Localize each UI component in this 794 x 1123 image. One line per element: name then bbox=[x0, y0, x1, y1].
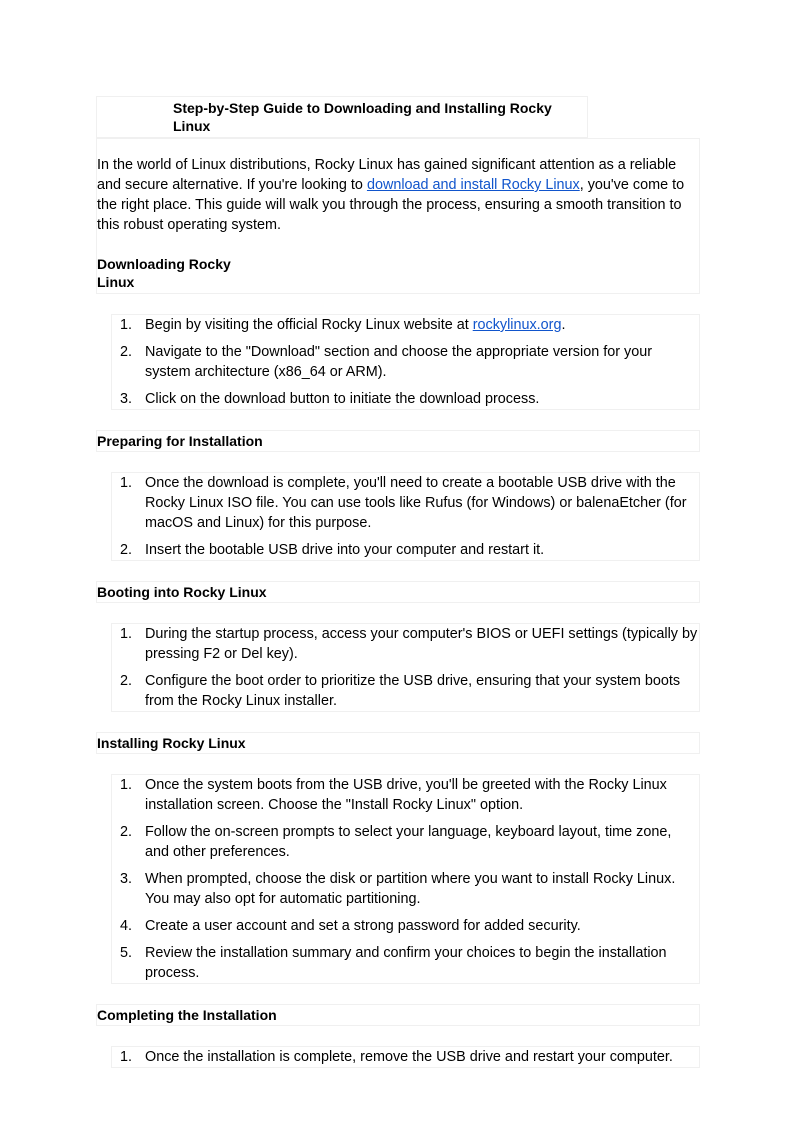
section-heading-downloading: Downloading Rocky Linux bbox=[97, 256, 231, 290]
section-heading-preparing: Preparing for Installation bbox=[96, 430, 700, 452]
list-item bbox=[112, 943, 699, 983]
step-text-after: . bbox=[561, 317, 566, 333]
intro-block bbox=[96, 138, 700, 294]
step-text: Click on the download button to initiate the download process. bbox=[145, 391, 540, 407]
list-item bbox=[112, 473, 699, 533]
download-install-link[interactable]: download and install Rocky Linux bbox=[366, 177, 580, 193]
step-number: 2. bbox=[120, 344, 133, 360]
booting-steps-list bbox=[111, 623, 700, 712]
installing-steps-list bbox=[111, 774, 700, 984]
step-number: 1. bbox=[120, 777, 133, 793]
completing-steps-list bbox=[111, 1046, 700, 1068]
step-text: When prompted, choose the disk or partition where you want to install Rocky Linux. You may also opt for automatic partitioning. bbox=[145, 871, 676, 907]
list-item bbox=[112, 1047, 699, 1067]
step-text: During the startup process, access your computer's BIOS or UEFI settings (typically by pressing F2 or Del key). bbox=[145, 626, 698, 662]
step-number: 2. bbox=[120, 673, 133, 689]
list-item bbox=[112, 869, 699, 909]
section-heading-completing: Completing the Installation bbox=[96, 1004, 700, 1026]
step-text: Once the system boots from the USB drive, you'll be greeted with the Rocky Linux installation screen. Choose the "Install Rocky Linux" option. bbox=[145, 777, 667, 813]
step-text-before: Begin by visiting the official Rocky Linux website at bbox=[145, 317, 473, 333]
step-number: 3. bbox=[120, 391, 133, 407]
step-text: Configure the boot order to prioritize the USB drive, ensuring that your system boots from the Rocky Linux installer. bbox=[145, 673, 681, 709]
step-text: Once the installation is complete, remove the USB drive and restart your computer. bbox=[145, 1049, 673, 1065]
list-item bbox=[112, 775, 699, 815]
preparing-steps-list bbox=[111, 472, 700, 561]
step-text: Navigate to the "Download" section and choose the appropriate version for your system architecture (x86_64 or ARM). bbox=[145, 344, 652, 380]
step-number: 2. bbox=[120, 824, 133, 840]
step-text: Create a user account and set a strong password for added security. bbox=[145, 918, 581, 934]
list-item bbox=[112, 671, 699, 711]
list-item bbox=[112, 822, 699, 862]
step-text: Insert the bootable USB drive into your computer and restart it. bbox=[145, 542, 545, 558]
intro-text-before: In the world of Linux distributions, Rocky Linux has gained significant attention as a reliable and secure alternative. If you're looking to bbox=[97, 157, 677, 193]
page-title: Step-by-Step Guide to Downloading and Installing Rocky Linux bbox=[96, 96, 588, 138]
step-number: 1. bbox=[120, 1049, 133, 1065]
step-number: 2. bbox=[120, 542, 133, 558]
section-heading-installing: Installing Rocky Linux bbox=[96, 732, 700, 754]
step-number: 3. bbox=[120, 871, 133, 887]
step-text: Once the download is complete, you'll need to create a bootable USB drive with the Rocky Linux ISO file. You can use tools like Rufus (for Windows) or balenaEtcher (for macOS and Linux) for this purpose. bbox=[145, 475, 687, 531]
rockylinux-org-link[interactable]: rockylinux.org bbox=[472, 317, 562, 333]
step-text: Follow the on-screen prompts to select your language, keyboard layout, time zone, and other preferences. bbox=[145, 824, 672, 860]
list-item bbox=[112, 389, 699, 409]
list-item bbox=[112, 916, 699, 936]
list-item bbox=[112, 624, 699, 664]
list-item bbox=[112, 315, 699, 335]
list-item bbox=[112, 342, 699, 382]
step-number: 1. bbox=[120, 626, 133, 642]
step-number: 5. bbox=[120, 945, 133, 961]
section-heading-booting: Booting into Rocky Linux bbox=[96, 581, 700, 603]
step-number: 4. bbox=[120, 918, 133, 934]
step-number: 1. bbox=[120, 317, 133, 333]
step-text: Review the installation summary and confirm your choices to begin the installation process. bbox=[145, 945, 667, 981]
downloading-steps-list bbox=[111, 314, 700, 410]
list-item bbox=[112, 540, 699, 560]
document-page bbox=[96, 96, 700, 1068]
intro-text-after: , you've come to the right place. This guide will walk you through the process, ensuring a smooth transition to this robust operating system. bbox=[97, 177, 685, 233]
intro-paragraph bbox=[97, 155, 699, 235]
step-number: 1. bbox=[120, 475, 133, 491]
